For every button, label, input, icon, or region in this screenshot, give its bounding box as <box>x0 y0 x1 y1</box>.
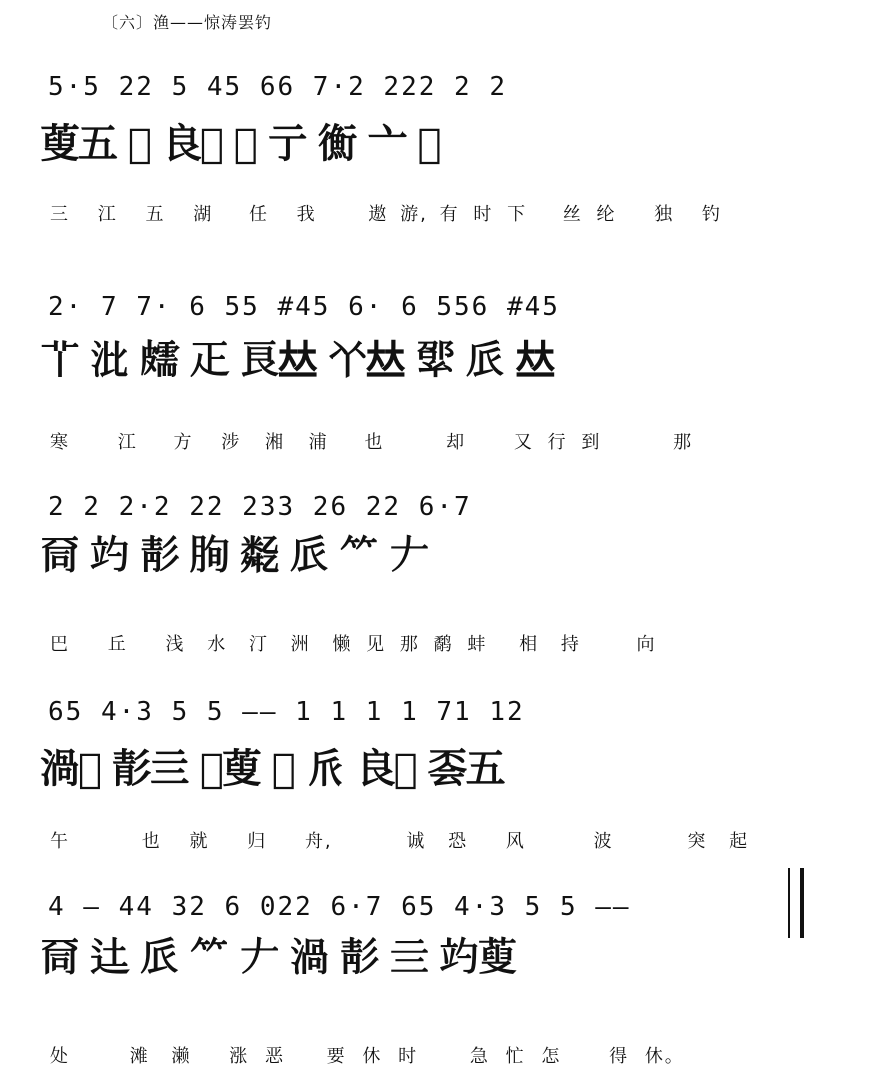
lyric-char: 怎 <box>541 1046 562 1067</box>
lyric-char: 也 <box>364 432 385 453</box>
lyric-char: 江 <box>117 432 138 453</box>
lyric-char: 丘 <box>107 634 128 655</box>
lyric-char: 得 <box>609 1046 630 1067</box>
tablature-line: 渦𣳘 𩇕亖 𥩘蓃 𨑒 𠂢 良𠀤 𠀾五 <box>40 745 504 792</box>
lyrics-line <box>50 630 657 656</box>
lyric-char: 浅 <box>165 634 186 655</box>
lyric-char: 独 <box>654 204 675 225</box>
tablature-line: 𠀹 𨑒 𠂢 𥫗 𠂇 渦 𩇕 亖 𥩘蓃 <box>40 934 516 981</box>
lyric-char: 湖 <box>193 204 214 225</box>
lyric-char: 午 <box>50 831 70 852</box>
numbered-notation-line: 4 — 44 32 6 022 6·7 65 4·3 5 5 —— <box>48 892 631 922</box>
lyric-char: 又 <box>513 432 534 453</box>
lyric-char: 丝 <box>562 204 583 225</box>
lyric-char: 有 <box>439 204 460 225</box>
lyric-char: 巴 <box>50 634 70 655</box>
lyric-char: 急 <box>469 1046 490 1067</box>
lyric-char: 水 <box>207 634 228 655</box>
lyric-char: 濑 <box>171 1046 192 1067</box>
lyric-char: 滩 <box>129 1046 150 1067</box>
lyric-char: 浦 <box>308 432 329 453</box>
lyrics-line <box>50 1042 685 1068</box>
section-title: 〔六〕渔——惊涛罢钓 <box>102 13 273 32</box>
lyric-char: 行 <box>547 432 568 453</box>
lyric-char: 忙 <box>505 1046 526 1067</box>
lyrics-line <box>50 200 722 226</box>
lyric-char: 钓 <box>702 204 723 225</box>
lyric-char: 寒 <box>50 432 70 453</box>
lyric-char: 游, <box>400 204 428 225</box>
tablature-line: 蓃五 𪛉 良𠀤 𨑒 亍 𢖍 亠 𨑒 <box>40 120 440 167</box>
lyric-char: 时 <box>398 1046 419 1067</box>
lyric-char: 鹬 <box>433 634 454 655</box>
lyric-char: 舟, <box>304 831 333 852</box>
lyric-char: 那 <box>673 432 694 453</box>
lyric-char: 下 <box>507 204 528 225</box>
lyric-char: 也 <box>141 831 162 852</box>
lyric-char: 到 <box>581 432 602 453</box>
lyric-char: 纶 <box>596 204 617 225</box>
lyric-char: 要 <box>326 1046 347 1067</box>
lyric-char: 见 <box>366 634 387 655</box>
lyric-char: 江 <box>97 204 118 225</box>
lyric-char: 归 <box>247 831 268 852</box>
lyric-char: 持 <box>560 634 581 655</box>
lyric-char: 突 <box>687 831 708 852</box>
lyric-char: 湘 <box>264 432 285 453</box>
numbered-notation-line: 2 2 2·2 22 233 26 22 6·7 <box>48 492 472 522</box>
final-barline <box>788 868 804 938</box>
lyric-char: 起 <box>729 831 750 852</box>
lyric-char: 涉 <box>221 432 242 453</box>
lyric-char: 休。 <box>644 1046 685 1067</box>
lyrics-line <box>50 827 749 853</box>
lyric-char: 就 <box>189 831 210 852</box>
lyric-char: 恶 <box>264 1046 285 1067</box>
lyric-char: 洲 <box>290 634 311 655</box>
lyric-char: 诚 <box>406 831 427 852</box>
numbered-notation-line: 65 4·3 5 5 —— 1 1 1 1 71 12 <box>48 697 525 727</box>
numbered-notation-line: 2· 7 7· 6 55 #45 6· 6 556 #45 <box>48 292 560 322</box>
numbered-notation-line: 5·5 22 5 45 66 7·2 222 2 2 <box>48 72 507 102</box>
tablature-line: 𦫳 沘 𥀭 𤴓 良𠀤 𠁥𠀤 𢇊 𠂢 𠀤 <box>40 337 554 384</box>
lyric-char: 汀 <box>248 634 269 655</box>
lyric-char: 向 <box>636 634 657 655</box>
lyrics-line <box>50 428 693 454</box>
lyric-char: 任 <box>248 204 269 225</box>
lyric-char: 蚌 <box>467 634 488 655</box>
lyric-char: 涨 <box>229 1046 250 1067</box>
lyric-char: 恐 <box>448 831 469 852</box>
lyric-char: 处 <box>50 1046 70 1067</box>
lyric-char: 风 <box>505 831 526 852</box>
lyric-char: 我 <box>296 204 317 225</box>
lyric-char: 方 <box>173 432 194 453</box>
lyric-char: 休 <box>362 1046 383 1067</box>
lyric-char: 三 <box>50 204 70 225</box>
lyric-char: 时 <box>473 204 494 225</box>
lyric-char: 却 <box>446 432 467 453</box>
lyric-char: 五 <box>145 204 166 225</box>
tablature-line: 𠀹 𥩘 𩇕 𦚧 𠄈 𠂢 𥫗 𠂇 <box>40 532 428 579</box>
lyric-char: 波 <box>593 831 614 852</box>
lyric-char: 遨 <box>368 204 389 225</box>
lyric-char: 那 <box>399 634 420 655</box>
lyric-char: 相 <box>519 634 540 655</box>
lyric-char: 懒 <box>332 634 353 655</box>
